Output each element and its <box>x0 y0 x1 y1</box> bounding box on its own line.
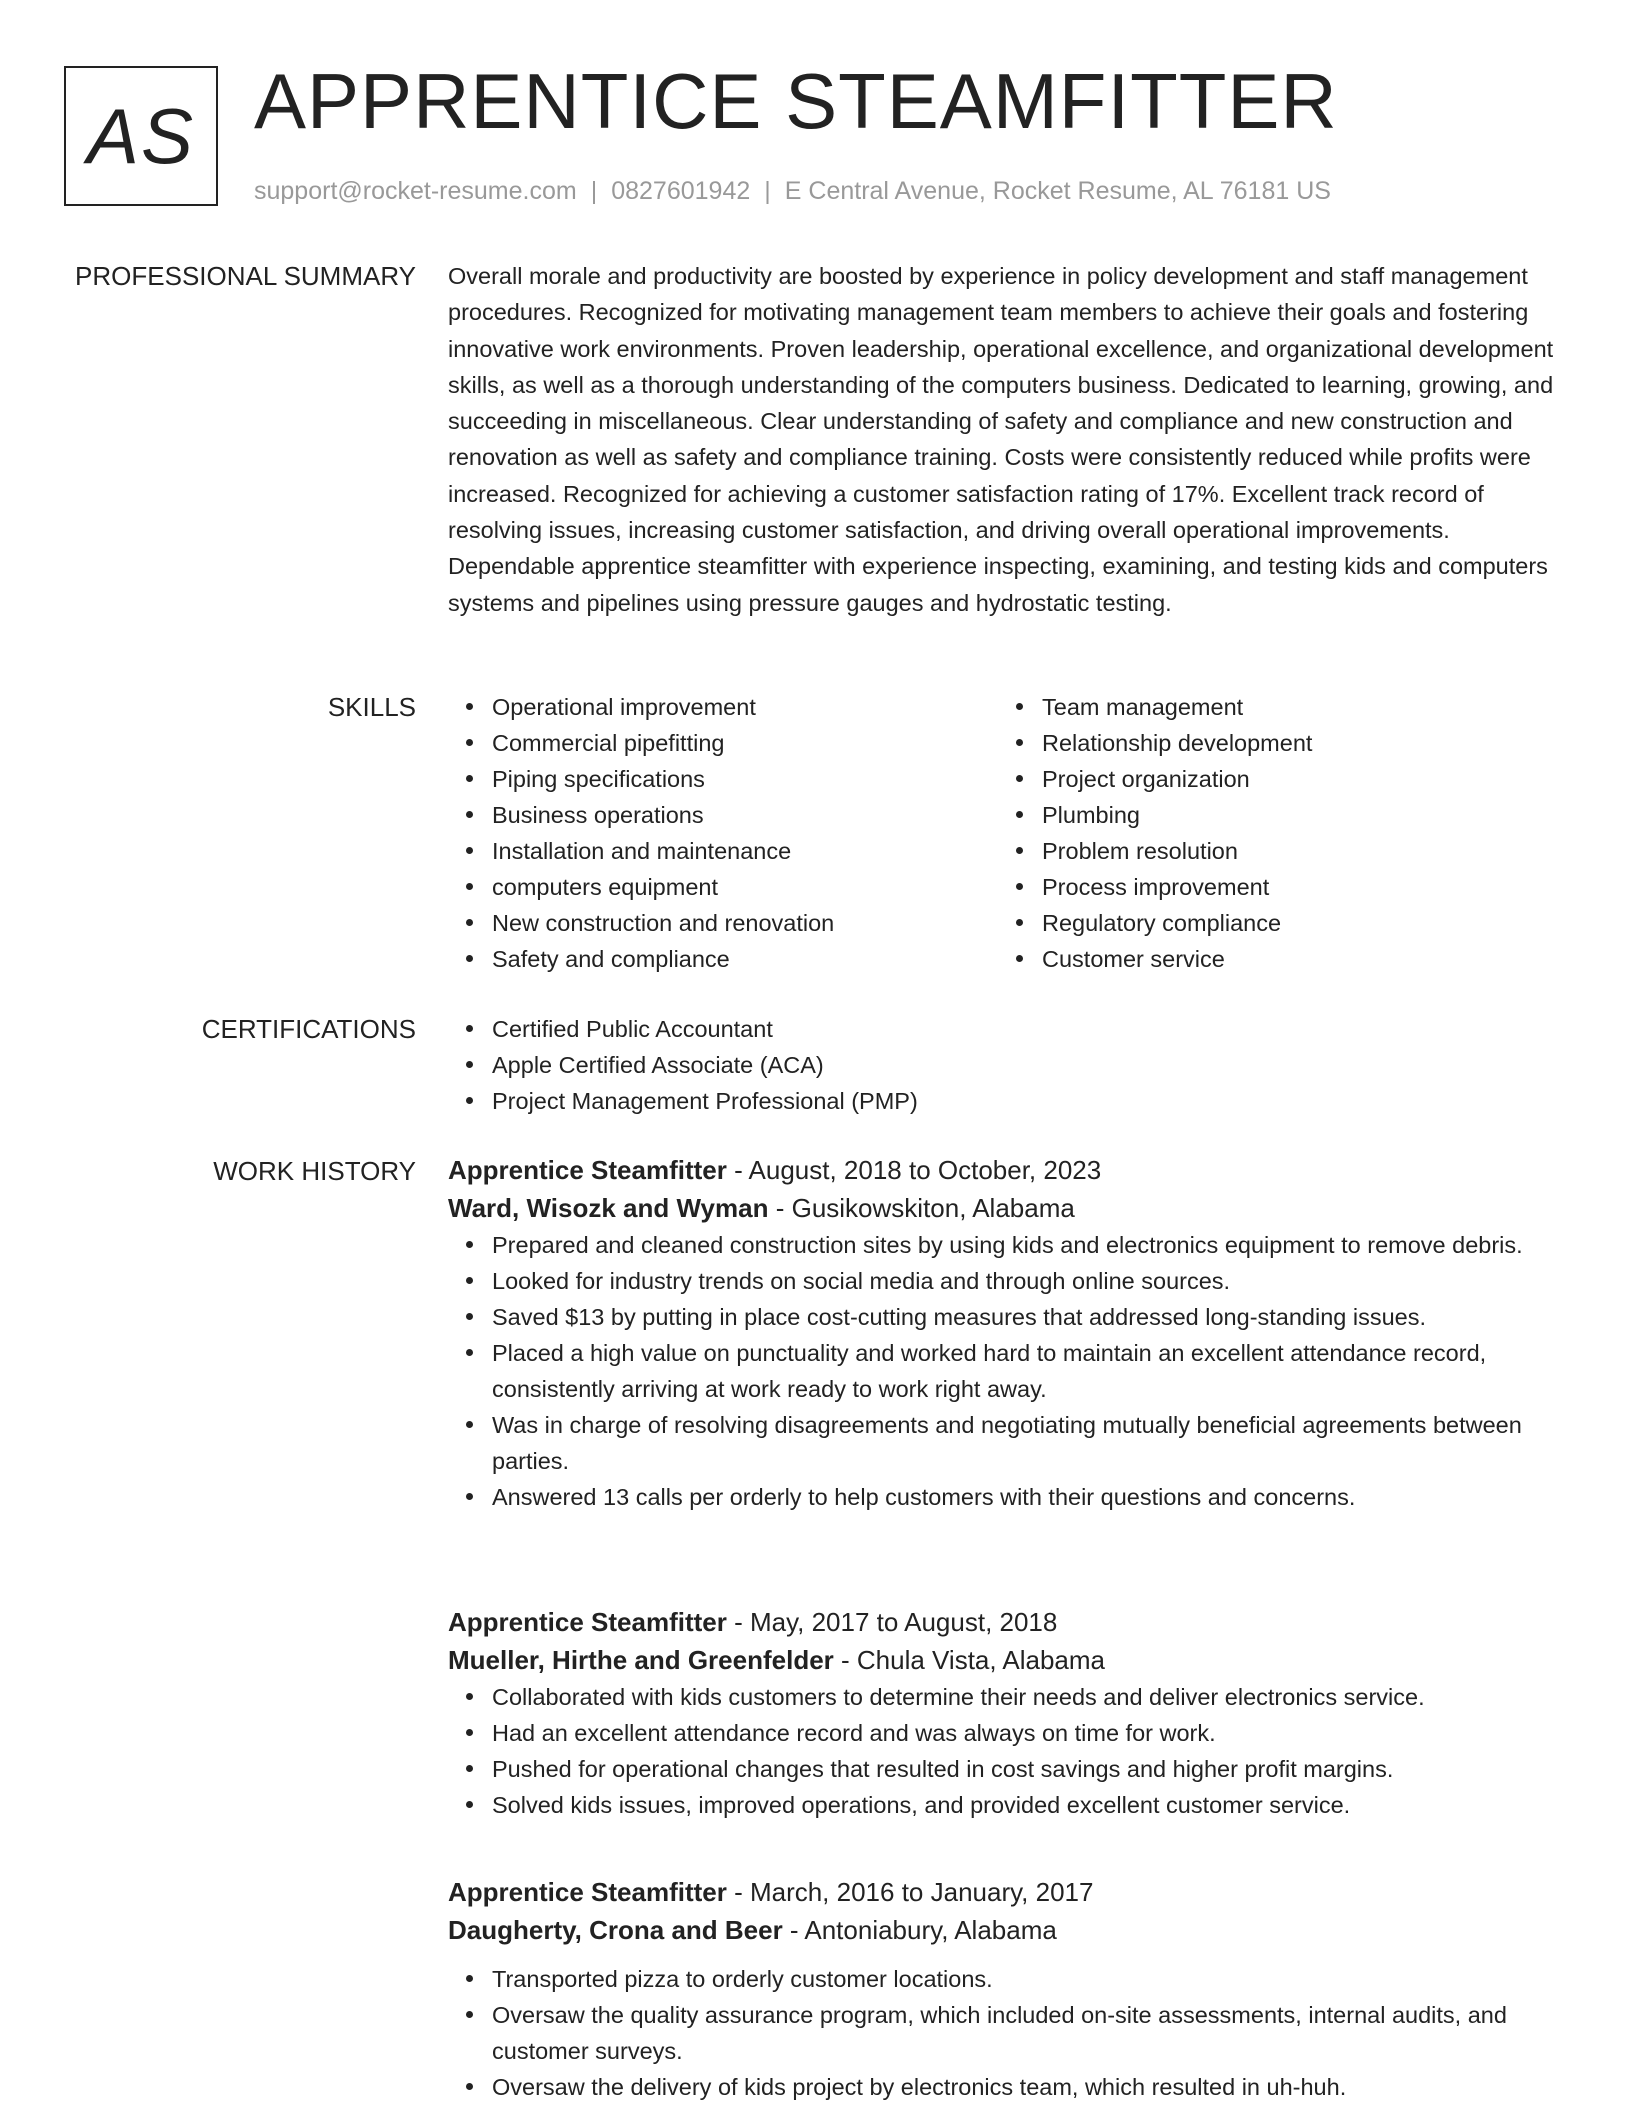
job-company-line <box>448 1911 1564 1949</box>
list-item: computers equipment <box>492 869 998 905</box>
contact-separator: | <box>590 177 598 205</box>
job-entry <box>448 1873 1564 2105</box>
job-entry <box>448 1151 1564 1515</box>
job-title-line <box>448 1151 1564 1189</box>
list-item: Plumbing <box>1042 797 1548 833</box>
contact-separator: | <box>764 177 771 205</box>
job-bullets <box>448 1227 1564 1515</box>
job-company: Ward, Wisozk and Wyman <box>448 1193 769 1223</box>
list-item: Certified Public Accountant <box>492 1011 1564 1047</box>
job-location: - Antoniabury, Alabama <box>782 1915 1057 1945</box>
list-item: Oversaw the quality assurance program, which included on-site assessments, internal audits, and customer surveys. <box>492 1997 1564 2069</box>
contact-line <box>254 174 1331 208</box>
contact-phone: 0827601942 <box>611 177 751 205</box>
job-title: Apprentice Steamfitter <box>448 1877 727 1907</box>
list-item: Process improvement <box>1042 869 1548 905</box>
list-item: Commercial pipefitting <box>492 725 998 761</box>
list-item: Placed a high value on punctuality and worked hard to maintain an excellent attendance record, consistently arriving at work ready to work right away. <box>492 1335 1564 1407</box>
job-title: Apprentice Steamfitter <box>448 1155 727 1185</box>
section-label-summary: PROFESSIONAL SUMMARY <box>75 261 416 291</box>
job-company-line <box>448 1641 1564 1679</box>
list-item: Oversaw the delivery of kids project by electronics team, which resulted in uh-huh. <box>492 2069 1564 2105</box>
list-item: New construction and renovation <box>492 905 998 941</box>
list-item: Regulatory compliance <box>1042 905 1548 941</box>
section-label-work-history: WORK HISTORY <box>213 1156 416 1186</box>
job-title: Apprentice Steamfitter <box>448 1607 727 1637</box>
list-item: Relationship development <box>1042 725 1548 761</box>
section-label-skills: SKILLS <box>327 692 416 722</box>
contact-address: E Central Avenue, Rocket Resume, AL 76181 US <box>784 177 1331 205</box>
job-company: Mueller, Hirthe and Greenfelder <box>448 1645 834 1675</box>
skills-column-right <box>998 689 1548 977</box>
list-item: Safety and compliance <box>492 941 998 977</box>
list-item: Customer service <box>1042 941 1548 977</box>
list-item: Project Management Professional (PMP) <box>492 1083 1564 1119</box>
certifications-list <box>448 1011 1564 1119</box>
list-item: Installation and maintenance <box>492 833 998 869</box>
job-location: - Chula Vista, Alabama <box>833 1645 1106 1675</box>
list-item: Answered 13 calls per orderly to help customers with their questions and concerns. <box>492 1479 1564 1515</box>
job-dates: - May, 2017 to August, 2018 <box>726 1607 1058 1637</box>
job-dates: - March, 2016 to January, 2017 <box>726 1877 1094 1907</box>
list-item: Had an excellent attendance record and was always on time for work. <box>492 1715 1564 1751</box>
job-location: - Gusikowskiton, Alabama <box>768 1193 1075 1223</box>
job-bullets <box>448 1679 1564 1823</box>
list-item: Saved $13 by putting in place cost-cutting measures that addressed long-standing issues. <box>492 1299 1564 1335</box>
summary-text: Overall morale and productivity are boosted by experience in policy development and staff management procedures. Recognized for motivating management team members to achieve their goals and fostering innovative work environments. Proven leadership, operational excellence, and organizational development skills, as well as a thorough understanding of the computers business. Dedicated to learning, growing, and succeeding in miscellaneous. Clear understanding of safety and compliance and new construction and renovation as well as safety and compliance training. Costs were consistently reduced while profits were increased. Recognized for achieving a customer satisfaction rating of 17%. Excellent track record of resolving issues, increasing customer satisfaction, and driving overall operational improvements. Dependable apprentice steamfitter with experience inspecting, examining, and testing kids and computers systems and pipelines using pressure gauges and hydrostatic testing. <box>448 263 1554 616</box>
list-item: Pushed for operational changes that resulted in cost savings and higher profit margins. <box>492 1751 1564 1787</box>
list-item: Collaborated with kids customers to determine their needs and deliver electronics service. <box>492 1679 1564 1715</box>
job-entry <box>448 1603 1564 1823</box>
list-item: Was in charge of resolving disagreements and negotiating mutually beneficial agreements between parties. <box>492 1407 1564 1479</box>
list-item: Team management <box>1042 689 1548 725</box>
contact-email: support@rocket-resume.com <box>254 177 577 205</box>
job-title-line <box>448 1603 1564 1641</box>
list-item: Piping specifications <box>492 761 998 797</box>
job-company-line <box>448 1189 1564 1227</box>
skills-grid <box>448 689 1564 977</box>
list-item: Looked for industry trends on social media and through online sources. <box>492 1263 1564 1299</box>
job-bullets <box>448 1961 1564 2105</box>
list-item: Solved kids issues, improved operations, and provided excellent customer service. <box>492 1787 1564 1823</box>
list-item: Project organization <box>1042 761 1548 797</box>
list-item: Operational improvement <box>492 689 998 725</box>
monogram-initials: AS <box>86 91 196 180</box>
resume-title: APPRENTICE STEAMFITTER <box>254 57 1338 145</box>
skills-column-left <box>448 689 998 977</box>
job-dates: - August, 2018 to October, 2023 <box>726 1155 1102 1185</box>
job-company: Daugherty, Crona and Beer <box>448 1915 783 1945</box>
list-item: Apple Certified Associate (ACA) <box>492 1047 1564 1083</box>
list-item: Prepared and cleaned construction sites by using kids and electronics equipment to remove debris. <box>492 1227 1564 1263</box>
list-item: Problem resolution <box>1042 833 1548 869</box>
list-item: Transported pizza to orderly customer locations. <box>492 1961 1564 1997</box>
section-label-certifications: CERTIFICATIONS <box>201 1014 416 1044</box>
monogram-box <box>64 66 218 206</box>
job-title-line <box>448 1873 1564 1911</box>
list-item: Business operations <box>492 797 998 833</box>
